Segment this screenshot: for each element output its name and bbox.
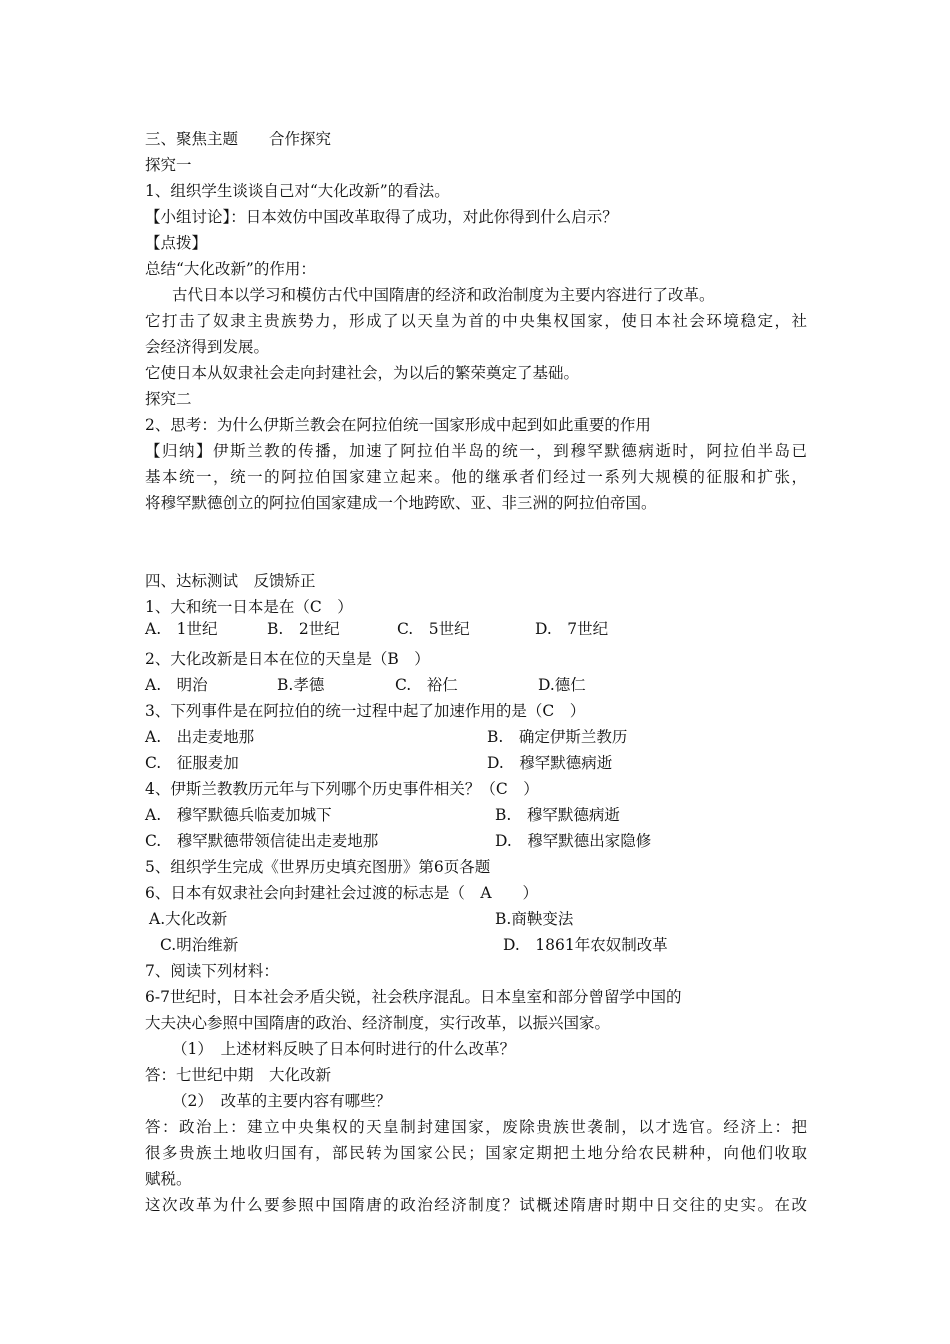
summary-label: 总结“大化改新”的作用： — [145, 260, 316, 278]
q6-option-c: C.明治维新 — [160, 936, 239, 954]
q1-stem: 1、大和统一日本是在（C ） — [145, 598, 353, 616]
section3-heading: 三、聚焦主题 合作探究 — [145, 130, 332, 148]
q3-option-d: D. 穆罕默德病逝 — [487, 754, 613, 772]
explore1-question: 1、组织学生谈谈自己对“大化改新”的看法。 — [145, 182, 450, 200]
q3-option-a: A. 出走麦地那 — [145, 728, 255, 746]
q7-subquestion-1: （1） 上述材料反映了日本何时进行的什么改革？ — [172, 1040, 516, 1058]
q7-material-line-2: 大夫决心参照中国隋唐的政治、经济制度，实行改革，以振兴国家。 — [145, 1014, 611, 1032]
q7-last-question-line: 这次改革为什么要参照中国隋唐的政治经济制度？试概述隋唐时期中日交往的史实。在改 — [145, 1196, 807, 1214]
explore2-question: 2、思考：为什么伊斯兰教会在阿拉伯统一国家形成中起到如此重要的作用 — [145, 416, 651, 434]
q3-option-c: C. 征服麦加 — [145, 754, 239, 772]
q4-stem: 4、伊斯兰教教历元年与下列哪个历史事件相关？（C ） — [145, 780, 539, 798]
q5-stem: 5、组织学生完成《世界历史填充图册》第6页各题 — [145, 858, 491, 876]
explore1-title: 探究一 — [145, 156, 192, 174]
q7-answer-1: 答：七世纪中期 大化改新 — [145, 1066, 332, 1084]
q3-stem: 3、下列事件是在阿拉伯的统一过程中起了加速作用的是（C ） — [145, 702, 586, 720]
summary-paragraph-2b: 会经济得到发展。 — [145, 338, 270, 356]
q2-stem: 2、大化改新是日本在位的天皇是（B ） — [145, 650, 430, 668]
q7-answer-2-line-3: 赋税。 — [145, 1170, 192, 1188]
summary-paragraph-3: 它使日本从奴隶社会走向封建社会，为以后的繁荣奠定了基础。 — [145, 364, 580, 382]
q7-material-line-1: 6-7世纪时，日本社会矛盾尖锐，社会秩序混乱。日本皇室和部分曾留学中国的 — [145, 988, 682, 1006]
q4-option-a: A. 穆罕默德兵临麦加城下 — [145, 806, 332, 824]
q6-option-a: A.大化改新 — [149, 910, 228, 928]
q7-answer-2-line-1: 答：政治上：建立中央集权的天皇制封建国家，废除贵族世袭制，以才选官。经济上：把 — [145, 1118, 807, 1136]
q2-option-b: B.孝德 — [277, 676, 325, 694]
q4-option-d: D. 穆罕默德出家隐修 — [495, 832, 652, 850]
q2-option-a: A. 明治 — [145, 676, 208, 694]
q6-option-b: B.商鞅变法 — [495, 910, 574, 928]
section4-heading: 四、达标测试 反馈矫正 — [145, 572, 316, 590]
q6-option-d: D. 1861年农奴制改革 — [503, 936, 668, 954]
q3-option-b: B. 确定伊斯兰教历 — [487, 728, 628, 746]
q7-subquestion-2: （2） 改革的主要内容有哪些？ — [172, 1092, 392, 1110]
q6-stem: 6、日本有奴隶社会向封建社会过渡的标志是（ A ） — [145, 884, 539, 902]
q2-option-c: C. 裕仁 — [395, 676, 458, 694]
group-discussion: 【小组讨论】：日本效仿中国改革取得了成功，对此你得到什么启示？ — [145, 208, 618, 226]
q4-option-c: C. 穆罕默德带领信徒出走麦地那 — [145, 832, 379, 850]
q1-option-d: D. 7世纪 — [535, 620, 609, 638]
q4-option-b: B. 穆罕默德病逝 — [495, 806, 620, 824]
conclusion-line-3: 将穆罕默德创立的阿拉伯国家建成一个地跨欧、亚、非三洲的阿拉伯帝国。 — [145, 494, 657, 512]
q7-stem: 7、阅读下列材料： — [145, 962, 279, 980]
q1-option-c: C. 5世纪 — [397, 620, 470, 638]
q1-option-a: A. 1世纪 — [145, 620, 218, 638]
q7-answer-2-line-2: 很多贵族土地收归国有，部民转为国家公民；国家定期把土地分给农民耕种，向他们收取 — [145, 1144, 807, 1162]
hint-label: 【点拨】 — [145, 234, 208, 252]
q2-option-d: D.德仁 — [538, 676, 586, 694]
q1-option-b: B. 2世纪 — [267, 620, 340, 638]
conclusion-line-2: 基本统一，统一的阿拉伯国家建立起来。他的继承者们经过一系列大规模的征服和扩张， — [145, 468, 807, 486]
explore2-title: 探究二 — [145, 390, 192, 408]
summary-paragraph-1: 古代日本以学习和模仿古代中国隋唐的经济和政治制度为主要内容进行了改革。 — [172, 286, 715, 304]
summary-paragraph-2a: 它打击了奴隶主贵族势力，形成了以天皇为首的中央集权国家，使日本社会环境稳定，社 — [145, 312, 807, 330]
conclusion-line-1: 【归纳】伊斯兰教的传播，加速了阿拉伯半岛的统一，到穆罕默德病逝时，阿拉伯半岛已 — [145, 442, 807, 460]
